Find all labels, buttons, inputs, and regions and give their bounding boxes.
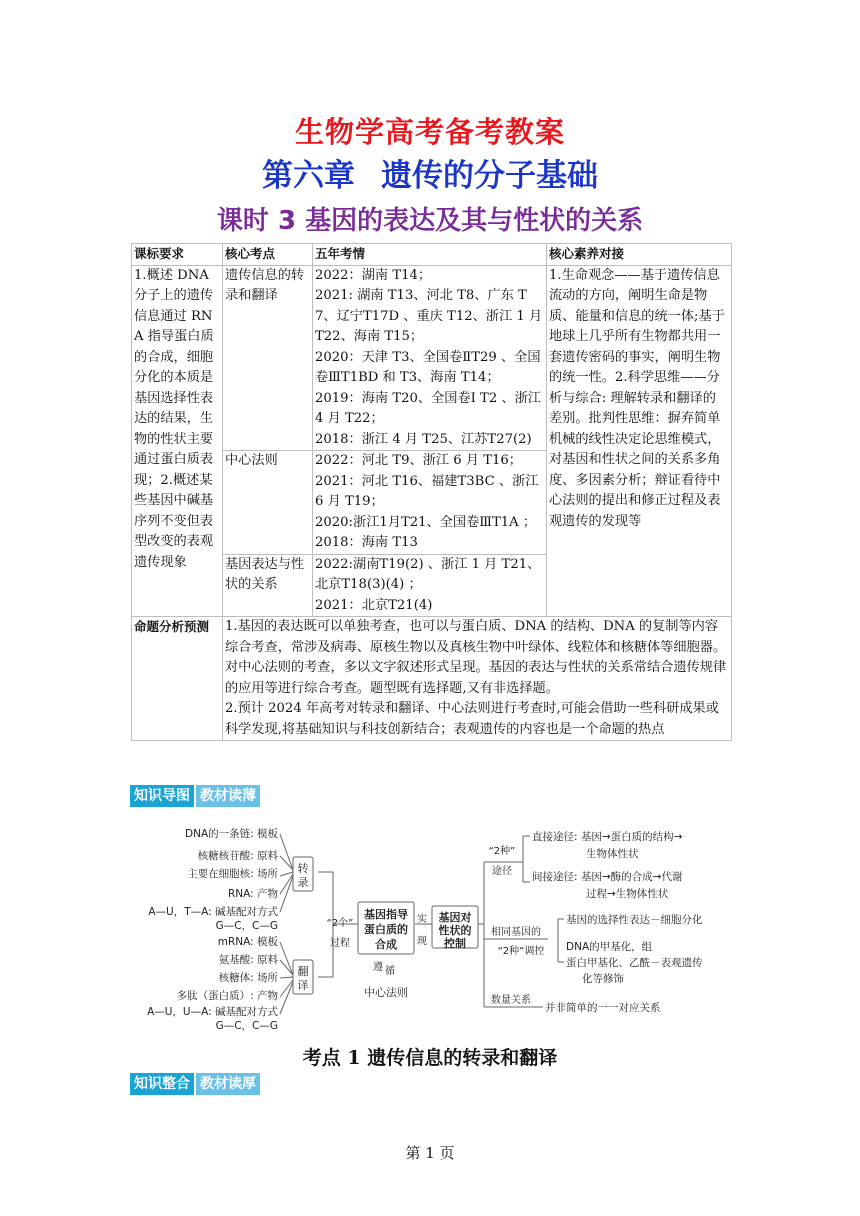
mindmap-text: 性状的 — [438, 924, 472, 937]
mindmap-text: G—C，C—G — [215, 920, 278, 932]
knowledge-integrate-tag — [130, 1073, 260, 1095]
knowledge-map-tag — [130, 785, 260, 807]
tag-part: 知识导图 — [130, 785, 194, 807]
section-heading: 考点 1 遗传信息的转录和翻译 — [302, 1047, 558, 1069]
mindmap-text: 蛋白甲基化、乙酰－表观遗传 — [566, 957, 703, 969]
mindmap-text: “2个” — [326, 918, 354, 929]
history-line: 2020:浙江1月T21、全国卷ⅢT1A ； — [315, 514, 537, 530]
chapter-title — [0, 150, 860, 195]
analysis-paragraph: 2.预计 2024 年高考对转录和翻译、中心法则进行考查时,可能会借助一些科研成果或科学发现,将基础知识与科技创新结合；表观遗传的内容也是一个命题的热点 — [225, 701, 719, 737]
history-line: 2021：河北 T16、福建T3BC 、浙江 6 月 T19； — [315, 473, 539, 509]
mindmap-text: 氨基酸: 原料 — [218, 954, 278, 966]
mindmap-text: 转 — [297, 862, 309, 875]
mindmap-text: 并非简单的一一对应关系 — [545, 1002, 661, 1014]
history-line: 2020：天津 T3、全国卷ⅡT29 、全国卷ⅢT1BD 和 T3、海南 T14； — [315, 349, 541, 385]
requirement-cell: 1.概述 DNA 分子上的遗传信息通过 RNA 指导蛋白质的合成，细胞分化的本质是基因选择性表达的结果，生物的性状主要通过蛋白质表现；2.概述某些基因中碱基序列不变但表型改变的表观遗传现象 — [132, 265, 223, 617]
mindmap-text: 录 — [297, 876, 309, 889]
mindmap-text: 途径 — [492, 866, 512, 877]
header-cell: 五年考情 — [313, 244, 547, 266]
tag-part: 知识整合 — [130, 1073, 194, 1095]
table-row — [132, 617, 732, 741]
chapter-number: 第六章 — [262, 158, 355, 194]
history-line: 2018：浙江 4 月 T25、江苏T27(2) — [315, 431, 532, 447]
mindmap-text: G—C，C—G — [215, 1020, 278, 1032]
mindmap-text: 相同基因的 — [491, 927, 541, 938]
mindmap-text: 基因的选择性表达－细胞分化 — [566, 914, 703, 926]
mindmap-text: 主要在细胞核: 场所 — [187, 868, 278, 880]
analysis-label: 命题分析预测 — [132, 617, 223, 741]
page-number: 第 1 页 — [405, 1144, 455, 1162]
mindmap-text: 过程 — [330, 938, 350, 949]
mindmap-text: 循 — [385, 966, 395, 977]
history-line: 2019：海南 T20、全国卷Ⅰ T2 、浙江 4 月 T22； — [315, 390, 541, 426]
point-cell: 中心法则 — [223, 451, 313, 555]
requirements-table — [131, 243, 732, 741]
table-row — [132, 265, 732, 451]
history-cell — [313, 554, 547, 617]
knowledge-mindmap — [128, 822, 738, 1032]
mindmap-text: 实 — [417, 914, 427, 925]
mindmap-text: 直接途径: 基因→蛋白质的结构→ — [532, 831, 683, 843]
mindmap-text: 间接途径: 基因→酶的合成→代谢 — [532, 871, 683, 883]
mindmap-text: 合成 — [375, 938, 397, 951]
doc-title: 生物学高考备考教案 — [294, 115, 565, 149]
mindmap-text: DNA的甲基化，组 — [566, 941, 653, 953]
mindmap-text: 现 — [417, 936, 427, 947]
mindmap-text: 控制 — [444, 937, 466, 950]
mindmap-text: “2种”调控 — [497, 946, 545, 957]
mindmap-text: A—U，T—A: 碱基配对方式 — [148, 906, 278, 918]
literacy-cell: 1.生命观念——基于遗传信息流动的方向，阐明生命是物质、能量和信息的统一体;基于地球上几乎所有生物都共用一套遗传密码的事实，阐明生物的统一性。2.科学思维——分析与综合: 理解转录和翻译的差别。批判性思维：摒弃简单机械的线性决定论思维模式，对基因和性状之间的关系多角度、多因素分析；辩证看待中心法则的提出和修正过程及表观遗传的发现等 — [547, 265, 732, 617]
point-cell: 基因表达与性状的关系 — [223, 554, 313, 617]
chapter-name: 遗传的分子基础 — [381, 158, 598, 194]
mindmap-text: 多肽（蛋白质）: 产物 — [176, 990, 278, 1002]
table-header-row — [132, 244, 732, 266]
history-line: 2022:湖南T19(2) 、浙江 1 月 T21、北京T18(3)(4) ； — [315, 556, 541, 592]
analysis-cell — [223, 617, 732, 741]
history-line: 2022：河北 T9、浙江 6 月 T16； — [315, 453, 522, 468]
header-cell: 核心素养对接 — [547, 244, 732, 266]
mindmap-text: 核糖体: 场所 — [218, 972, 278, 984]
mindmap-text: 蛋白质的 — [364, 923, 408, 936]
header-cell: 课标要求 — [132, 244, 223, 266]
history-line: 2018：海南 T13 — [315, 535, 418, 550]
history-cell — [313, 451, 547, 555]
mindmap-text: 数量关系 — [491, 995, 531, 1006]
mindmap-text: 基因指导 — [364, 908, 408, 921]
header-cell: 核心考点 — [223, 244, 313, 266]
history-cell — [313, 265, 547, 451]
mindmap-text: 译 — [297, 979, 309, 992]
mindmap-text: 基因对 — [438, 911, 472, 924]
mindmap-text: mRNA: 模板 — [217, 936, 278, 948]
mindmap-text: DNA的一条链: 模板 — [185, 828, 278, 840]
mindmap-text: 中心法则 — [364, 986, 408, 999]
mindmap-text: 化等修饰 — [582, 973, 624, 985]
mindmap-text: 核糖核苷酸: 原料 — [197, 850, 278, 862]
tag-part: 教材读厚 — [196, 1073, 260, 1095]
history-line: 2021：北京T21(4) — [315, 597, 433, 613]
mindmap-text: 遵 — [373, 962, 383, 973]
mindmap-text: RNA: 产物 — [227, 888, 278, 900]
tag-part: 教材读薄 — [196, 785, 260, 807]
history-line: 2021: 湖南 T13、河北 T8、广东 T7、辽宁T17D 、重庆 T12、浙江 1 月 T22、海南 T15； — [315, 288, 543, 344]
mindmap-text: 过程→生物体性状 — [586, 888, 669, 900]
analysis-paragraph: 1.基因的表达既可以单独考查，也可以与蛋白质、DNA 的结构、DNA 的复制等内容综合考查，常涉及病毒、原核生物以及真核生物中叶绿体、线粒体和核糖体等细胞器。对中心法则的考查，多以文字叙述形式呈现。基因的表达与性状的关系常结合遗传规律的应用等进行综合考查。题型既有选择题,又有非选择题。 — [225, 619, 727, 696]
lesson-title: 课时 3 基因的表达及其与性状的关系 — [216, 206, 644, 236]
history-line: 2022：湖南 T14； — [315, 267, 432, 283]
mindmap-text: 翻 — [297, 965, 309, 978]
mindmap-text: 生物体性状 — [586, 848, 639, 860]
mindmap-text: A—U，U—A: 碱基配对方式 — [147, 1006, 278, 1018]
mindmap-text: “2种” — [488, 846, 516, 857]
point-cell: 遗传信息的转录和翻译 — [223, 265, 313, 451]
